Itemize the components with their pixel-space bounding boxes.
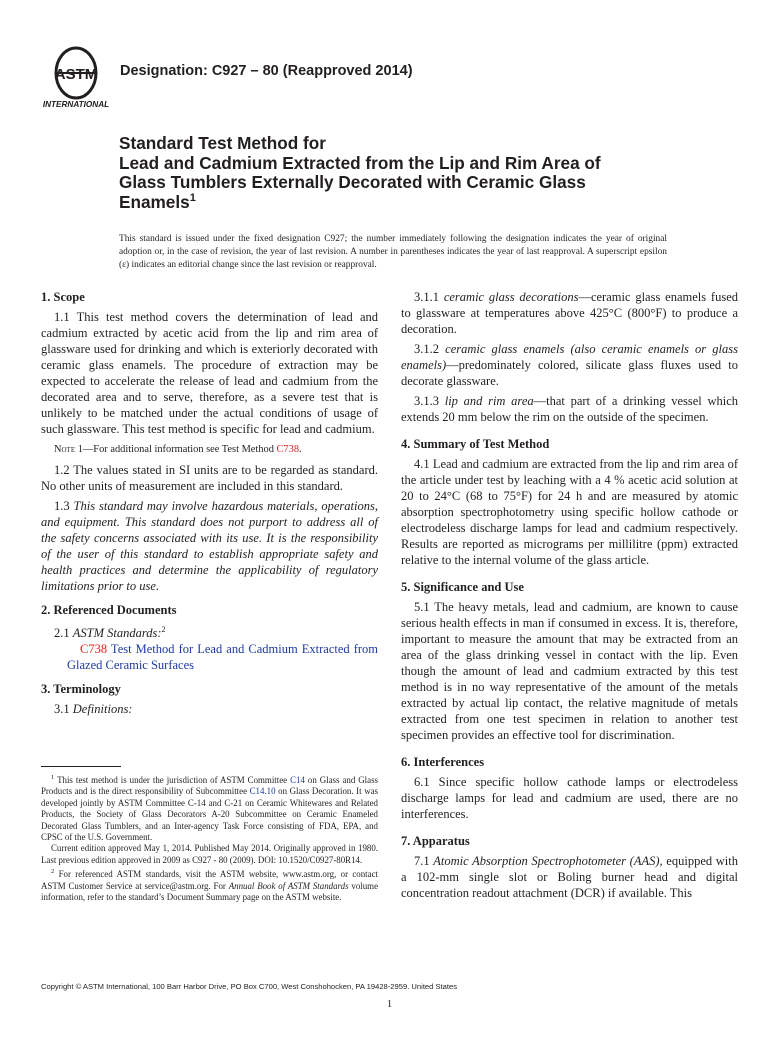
- left-column: [41, 289, 378, 717]
- footnotes: [41, 772, 378, 903]
- designation: Designation: C927 – 80 (Reapproved 2014): [120, 63, 413, 79]
- section-heading: 7. Apparatus: [401, 834, 470, 848]
- standard-link[interactable]: C738: [276, 444, 300, 455]
- committee-link[interactable]: C14: [290, 774, 305, 785]
- definition: 3.1.3 lip and rim area—that part of a drinking vessel which extends 20 mm below the rim on the outside of the specimen.: [401, 394, 739, 424]
- logo-subtext: INTERNATIONAL: [42, 100, 110, 109]
- footnote-marker: 1: [189, 191, 196, 204]
- paragraph: 6.1 Since specific hollow cathode lamps or electrodeless discharge lamps for lead and cadmium are used, there are no interferences.: [401, 775, 738, 821]
- section-heading: 3. Terminology: [41, 682, 121, 697]
- issuance-statement: This standard is issued under the fixed designation C927; the number immediately following the designation indicates the year of original adoption or, in the case of revision, the year of last revision. A number in parentheses indicates the year of last reapproval. A superscript epsilon (ε) indicates an editorial change since the last revision or reapproval.: [119, 234, 667, 270]
- paragraph: 5.1 The heavy metals, lead and cadmium, are known to cause serious health effects in man if consumed in excess. It is, therefore, important to measure the amount that may be extracted from an area of the glass drinking vessel in contact with the lip. Even though the amount of lead and cadmium extracted by this test method is in no way representative of the amount of the metals extracted by actual lip contact, the relative magnitude of metals extracted from one test specimen in relation to another test specimen provides an effective tool for discrimination.: [401, 600, 738, 742]
- footnote-divider: [41, 766, 121, 767]
- note: Note 1—For additional information see Test Method C738.: [54, 444, 302, 455]
- paragraph: 7.1 Atomic Absorption Spectrophotometer (AAS), equipped with a 102-mm single slot or Boling burner head and digital concentration readout attachment (DCR) if available. This: [401, 854, 739, 900]
- section-heading: 6. Interferences: [401, 755, 485, 769]
- section-heading: 4. Summary of Test Method: [401, 437, 550, 451]
- section-heading: 5. Significance and Use: [401, 580, 524, 594]
- paragraph: 1.3 This standard may involve hazardous materials, operations, and equipment. This standard does not purport to address all of the safety concerns associated with its use. It is the responsibility of the user of this standard to establish appropriate safety and health practices and determine the applicability of regulatory limitations prior to use.: [41, 499, 378, 593]
- paragraph: 4.1 Lead and cadmium are extracted from the lip and rim area of the article under test by leaching with a 4 % acetic acid solution at 20 to 24°C (68 to 75°F) for 24 h and are measured by atomic absorption spectrophotometry using specific hollow cathode or electrodeless discharge lamps for lead and cadmium respectively. Results are reported as micrograms per millilitre (ppm) extracted relative to the internal volume of the glass article.: [401, 457, 738, 567]
- definition: 3.1.2 ceramic glass enamels (also ceramic enamels or glass enamels)—predominately colored, silicate glass fluxes used to decorate glassware.: [401, 342, 739, 388]
- paragraph: 1.2 The values stated in SI units are to be regarded as standard. No other units of measurement are included in this standard.: [41, 463, 378, 493]
- footnote: Current edition approved May 1, 2014. Published May 2014. Originally approved in 1980. Last previous edition approved in 2009 as C927 - 80 (2009). DOI: 10.1520/C0927-80R14.: [41, 843, 378, 865]
- document-title: [119, 134, 679, 212]
- astm-logo: [40, 44, 112, 110]
- title-line: Standard Test Method for: [119, 133, 326, 153]
- paragraph: 3.1 Definitions:: [54, 702, 133, 717]
- reference-title-link[interactable]: Test Method for Lead and Cadmium Extracted from Glazed Ceramic Surfaces: [67, 642, 378, 673]
- paragraph: 1.1 This test method covers the determination of lead and cadmium extracted by acetic acid from the lip and rim area of glassware used for drinking and which is exteriorly decorated with ceramic glass enamels. The procedure of extraction may be expected to accelerate the release of lead and cadmium from the decorated area and to serve, therefore, as a severe test that is unlikely to be matched under the actual conditions of usage of such glassware. This test method is specific for lead and cadmium.: [41, 310, 378, 436]
- logo-text: ASTM: [54, 66, 98, 83]
- section-heading: 2. Referenced Documents: [41, 603, 177, 617]
- footnote: $^2$ For referenced ASTM standards, visit the ASTM website, www.astm.org, or contact ASTM Customer Service at service@astm.org. For Annual Book of ASTM Standards volume information, refer to the standard’s Document Summary page on the ASTM website.: [41, 868, 379, 902]
- title-line: Lead and Cadmium Extracted from the Lip and Rim Area of: [119, 152, 601, 173]
- subcommittee-link[interactable]: C14.10: [249, 786, 276, 797]
- page-number: 1: [386, 998, 393, 1010]
- right-column: [401, 289, 738, 901]
- footnote: $^1$ This test method is under the jurisdiction of ASTM Committee C14 on Glass and Glass Products and is the direct responsibility of Subcommittee C14.10 on Glass Decoration. It was developed jointly by ASTM Committee C-14 and C-21 on Ceramic Whitewares and Related Products, the Society of Glass Decorators A-20 Subcommittee on Ceramic Enameled Decorated Glass Tumblers, and an Inter-agency Task Force consisting of FDA, EPA, and CPSC of the U.S. Government.: [41, 774, 379, 842]
- standard-link[interactable]: C738: [80, 642, 108, 657]
- paragraph: 2.1 ASTM Standards:$^2$: [54, 625, 166, 641]
- title-line: Enamels$^1$: [119, 191, 196, 212]
- copyright-notice: Copyright © ASTM International, 100 Barr Harbor Drive, PO Box C700, West Conshohocken, PA 19428-2959. United States: [41, 982, 458, 991]
- section-heading: 1. Scope: [41, 290, 85, 304]
- reference-entry: [41, 641, 378, 673]
- title-line: Glass Tumblers Externally Decorated with Ceramic Glass: [119, 172, 586, 192]
- definition: 3.1.1 ceramic glass decorations—ceramic glass enamels fused to glassware at temperatures above 425°C (800°F) to produce a decoration.: [401, 290, 738, 336]
